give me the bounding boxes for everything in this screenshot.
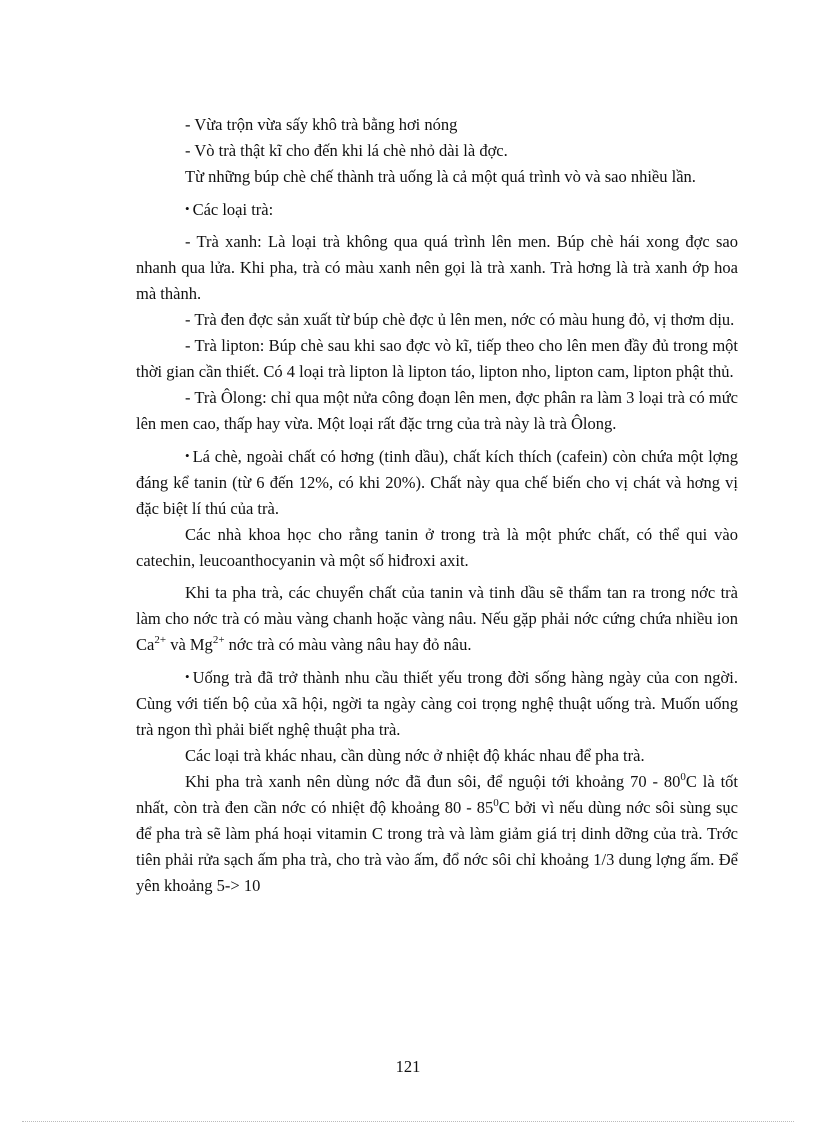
superscript-charge: 2+ [212, 634, 225, 646]
page-body [136, 112, 738, 899]
paragraph-water-temp: Các loại trà khác nhau, cần dùng nớc ở nhiệt độ khác nhau để pha trà. [185, 746, 645, 765]
paragraph-green-tea: - Trà xanh: Là loại trà không qua quá trình lên men. Búp chè hái xong đợc sao nhanh qua lửa. Khi pha, trà có màu xanh nên gọi là trà xanh. Trà hơng là trà xanh ớp hoa mà thành. [136, 232, 738, 303]
superscript-charge: 2+ [154, 634, 167, 646]
paragraph-drinking-text: Uống trà đã trở thành nhu cầu thiết yếu trong đời sống hàng ngày của con ngời. Cùng với tiến bộ của xã hội, ngời ta ngày càng coi trọng nghệ thuật uống trà. Muốn uống trà ngon thì phải biết nghệ thuật pha trà. [136, 668, 738, 739]
paragraph-brewing-color: Khi ta pha trà, các chuyển chất của tanin và tinh dầu sẽ thẩm tan ra trong nớc trà làm cho nớc trà có màu vàng chanh hoặc vàng nâu. Nếu gặp phải nớc cứng chứa nhiều ion $Ca^{2+}$ và $Mg^{2+}$ nớc trà có màu vàng nâu hay đỏ nâu. [136, 583, 738, 654]
paragraph-drinking [136, 664, 738, 743]
heading-tea-types [136, 196, 738, 223]
bullet-icon: • [185, 448, 190, 463]
paragraph-black-tea: - Trà đen đợc sản xuất từ búp chè đợc ủ lên men, nớc có màu hung đỏ, vị thơm dịu. [185, 310, 735, 329]
paragraph-oolong-tea: - Trà Ôlong: chỉ qua một nửa công đoạn lên men, đợc phân ra làm 3 loại trà có mức lên men cao, thấp hay vừa. Một loại rất đặc trng của trà này là trà Ôlong. [136, 388, 738, 433]
paragraph-brewing-method: Khi pha trà xanh nên dùng nớc đã đun sôi, để nguội tới khoảng $70 - 80^0C$ là tốt nhất, còn trà đen cần nớc có nhiệt độ khoảng $80 - 85^0C$ bởi vì nếu dùng nớc sôi sùng sục để pha trà sẽ làm phá hoại vitamin C trong trà và làm giảm giá trị dinh dỡng của trà. Trớc tiên phải rửa sạch ấm pha trà, cho trà vào ấm, đổ nớc sôi chỉ khoảng 1/3 dung lợng ấm. Để yên khoảng 5-> 10 [136, 771, 738, 895]
bullet-icon: • [185, 669, 190, 684]
superscript-degree: 0 [493, 797, 499, 809]
line-roll-tea: - Vò trà thật kĩ cho đến khi lá chè nhỏ dài là đợc. [185, 141, 508, 160]
page-bottom-divider [22, 1121, 794, 1122]
bullet-icon: • [185, 201, 190, 216]
heading-tea-types-text: Các loại trà: [192, 200, 274, 219]
page-number: 121 [395, 1057, 421, 1076]
superscript-degree: 0 [680, 771, 686, 783]
paragraph-process: Từ những búp chè chế thành trà uống là cả một quá trình vò và sao nhiều lần. [185, 167, 696, 186]
paragraph-tea-leaf [136, 443, 738, 522]
line-dry-tea: - Vừa trộn vừa sấy khô trà bằng hơi nóng [185, 115, 458, 134]
paragraph-tea-leaf-text: Lá chè, ngoài chất có hơng (tinh dầu), chất kích thích (cafein) còn chứa một lợng đáng kể tanin (từ 6 đến 12%, có khi 20%). Chất này qua chế biến cho vị chát và hơng vị đặc biệt lí thú của trà. [136, 447, 738, 518]
paragraph-tanin: Các nhà khoa học cho rằng tanin ở trong trà là một phức chất, có thể qui vào catechin, leucoanthocyanin và một số hiđroxi axit. [136, 525, 738, 570]
paragraph-lipton-tea: - Trà lipton: Búp chè sau khi sao đợc vò kĩ, tiếp theo cho lên men đầy đủ trong một thời gian cần thiết. Có 4 loại trà lipton là lipton táo, lipton nho, lipton cam, lipton phật thủ. [136, 336, 738, 381]
